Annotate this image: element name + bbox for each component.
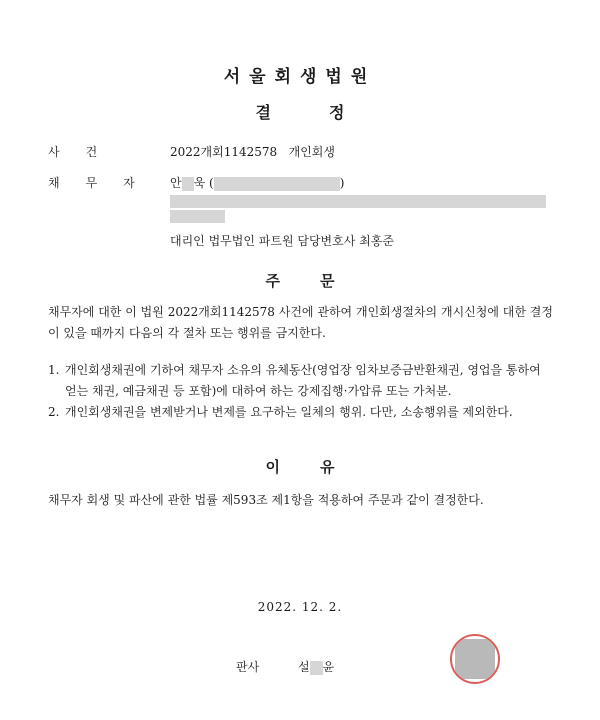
case-label: 사건 xyxy=(48,145,124,159)
court-name: 서울회생법원 xyxy=(223,67,377,87)
case-type: 개인회생 xyxy=(288,145,335,159)
redacted-address xyxy=(170,195,546,208)
order-item-text: 개인회생채권을 변제받거나 변제를 요구하는 일체의 행위. 다만, 소송행위를 제외한다. xyxy=(65,405,513,419)
redaction-mark xyxy=(310,661,323,675)
case-value xyxy=(170,143,335,160)
order-item-number: 1. xyxy=(48,363,60,377)
reason-text: 채무자 회생 및 파산에 관한 법률 제593조 제1항을 적용하여 주문과 같이 결정한다. xyxy=(48,493,484,507)
case-number: 2022개회1142578 xyxy=(170,145,278,159)
debtor-name-last: 욱 xyxy=(193,176,206,190)
judge-name-last: 윤 xyxy=(322,660,335,674)
order-intro: 채무자에 대한 이 법원 2022개회1142578 사건에 관하여 개인회생절차의 개시신청에 대한 결정이 있을 때까지 다음의 각 절차 또는 행위를 금지한다. xyxy=(48,305,553,340)
order-title: 주문 xyxy=(265,272,375,290)
court-seal xyxy=(450,634,500,684)
redaction-mark xyxy=(182,177,194,191)
paren-close: ) xyxy=(339,176,345,190)
judge-name xyxy=(298,658,334,675)
debtor-name xyxy=(170,174,344,191)
order-item-text: 개인회생채권에 기하여 채무자 소유의 유체동산(영업장 임차보증금반환채권, 영업을 통하여 얻는 채권, 예금채권 등 포함)에 대하여 하는 강제집행·가압류 또는 가처분. xyxy=(65,363,541,398)
debtor-label: 채무자 xyxy=(48,176,161,190)
redaction-mark xyxy=(214,177,340,191)
reason-title: 이유 xyxy=(265,458,375,476)
document-type: 결정 xyxy=(255,103,403,122)
debtor-name-first: 안 xyxy=(170,176,182,190)
debtor-representative: 대리인 법무법인 파트원 담당변호사 최홍준 xyxy=(170,234,394,248)
order-item-number: 2. xyxy=(48,405,60,419)
decision-date: 2022. 12. 2. xyxy=(257,600,343,614)
paren-open: ( xyxy=(209,176,214,190)
seal-redaction xyxy=(455,639,495,679)
judge-name-first: 설 xyxy=(298,660,310,674)
redacted-address xyxy=(170,210,225,223)
judge-label: 판사 xyxy=(236,660,260,674)
